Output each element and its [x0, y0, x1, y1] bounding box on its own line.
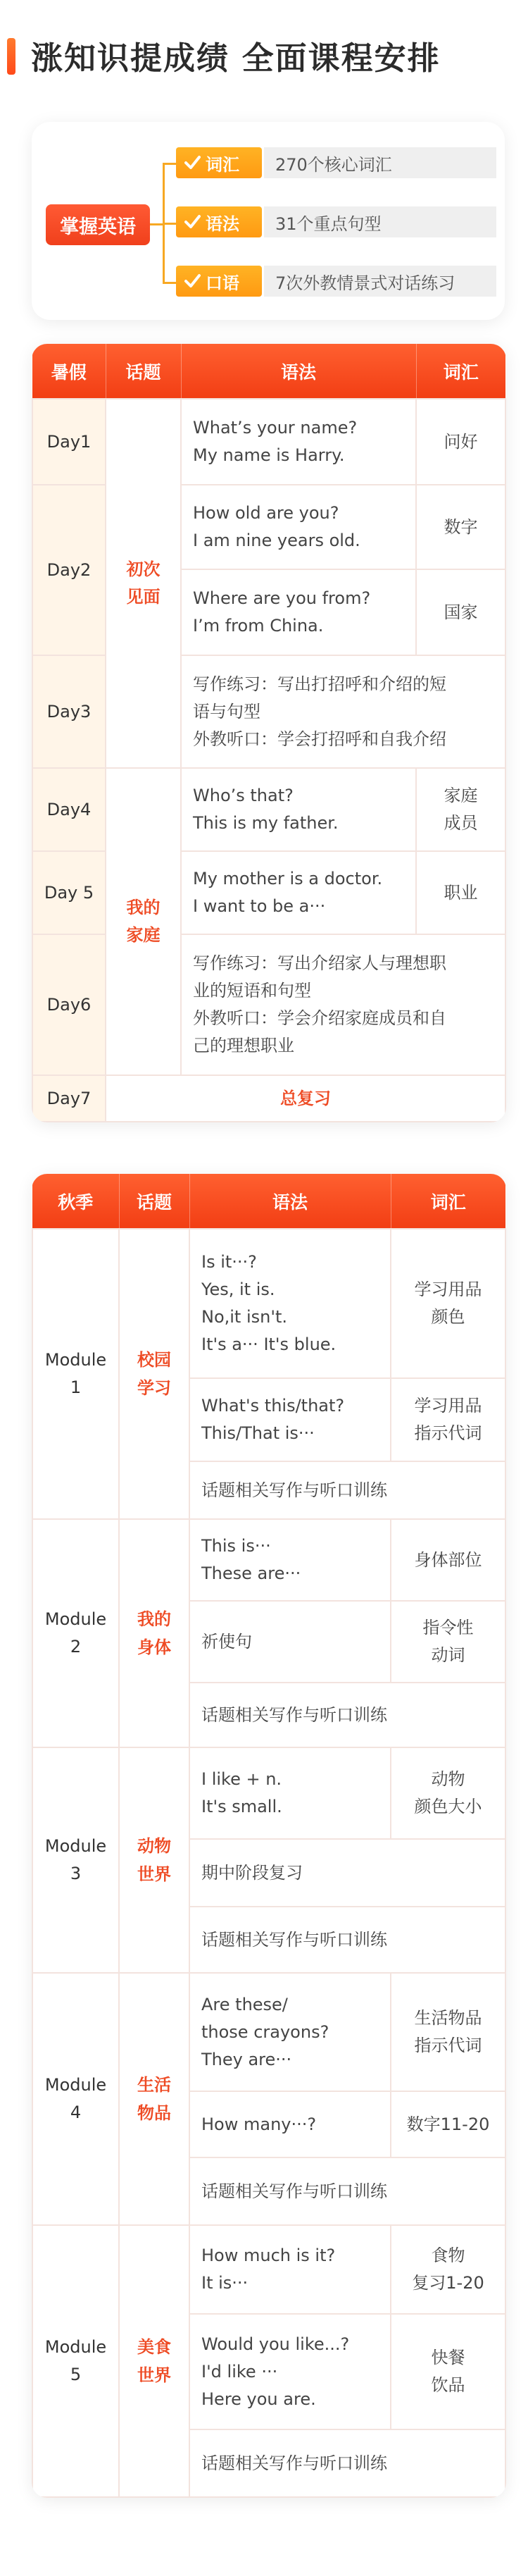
vocab-tag-label: 词汇 — [206, 154, 239, 175]
table-row — [32, 851, 505, 934]
module-cell: Module 4 — [32, 1973, 119, 2225]
master-english-badge: 掌握英语 — [46, 204, 150, 245]
autumn-schedule-table — [32, 1174, 506, 2498]
module-cell: Module 3 — [32, 1747, 119, 1973]
topic-cell: 美食 世界 — [119, 2225, 189, 2497]
topic-cell: 动物 世界 — [119, 1747, 189, 1973]
header-cell: 话题 — [119, 1174, 189, 1229]
grammar-cell: 话题相关写作与听口训练 — [189, 1907, 505, 1973]
header-cell: 词汇 — [391, 1174, 505, 1229]
grammar-cell: What's this/that? This/That is··· — [189, 1378, 391, 1461]
vocab-cell: 快餐 饮品 — [391, 2314, 505, 2429]
grammar-cell: Would you like...? I'd like ··· Here you are. — [189, 2314, 391, 2429]
grammar-cell: My mother is a doctor. I want to be a··· — [181, 851, 416, 934]
vocab-tag — [176, 147, 262, 178]
grammar-cell: How much is it? It is··· — [189, 2225, 391, 2314]
grammar-cell: 祈使句 — [189, 1601, 391, 1683]
check-icon — [183, 272, 201, 290]
grammar-desc: 31个重点句型 — [264, 206, 496, 237]
table-row — [32, 1973, 505, 2091]
table-row — [32, 655, 505, 768]
vocab-cell: 动物 颜色大小 — [391, 1747, 505, 1839]
table-row — [32, 1075, 505, 1122]
grammar-tag-label: 语法 — [206, 213, 239, 234]
grammar-tag — [176, 206, 262, 237]
vocab-cell: 数字 — [416, 485, 505, 569]
vocab-cell: 职业 — [416, 851, 505, 934]
master-english-card — [32, 122, 505, 320]
grammar-cell: 话题相关写作与听口训练 — [189, 2429, 505, 2497]
vocab-cell: 身体部位 — [391, 1519, 505, 1601]
vocab-cell: 生活物品 指示代词 — [391, 1973, 505, 2091]
topic-cell: 生活 物品 — [119, 1973, 189, 2225]
summer-schedule-table — [32, 344, 506, 1122]
header-cell: 语法 — [189, 1174, 391, 1229]
speaking-tag — [176, 266, 262, 297]
topic-cell: 我的 家庭 — [106, 768, 181, 1075]
day-cell: Day6 — [32, 934, 106, 1075]
module-cell: Module 1 — [32, 1229, 119, 1519]
check-icon — [183, 213, 201, 231]
vocab-cell: 指令性 动词 — [391, 1601, 505, 1683]
grammar-cell: What’s your name? My name is Harry. — [181, 399, 416, 485]
table-row — [32, 1229, 505, 1378]
table-row — [32, 2225, 505, 2314]
table-row — [32, 485, 505, 569]
vocab-cell: 数字11-20 — [391, 2091, 505, 2157]
grammar-cell: 话题相关写作与听口训练 — [189, 1461, 505, 1519]
page-title: 涨知识提成绩 全面课程安排 — [31, 39, 441, 77]
grammar-cell: Who’s that? This is my father. — [181, 768, 416, 851]
day-cell: Day3 — [32, 655, 106, 768]
title-accent-bar — [7, 38, 15, 75]
table-row — [32, 399, 505, 485]
header-cell: 词汇 — [416, 344, 505, 399]
table-row — [32, 1747, 505, 1839]
grammar-cell: Is it···? Yes, it is. No,it isn't. It's a··· It's blue. — [189, 1229, 391, 1378]
table-row — [32, 768, 505, 851]
day-cell: Day 5 — [32, 851, 106, 934]
vocab-cell: 家庭 成员 — [416, 768, 505, 851]
header-cell: 语法 — [181, 344, 416, 399]
grammar-cell: How old are you? I am nine years old. — [181, 485, 416, 569]
vocab-cell: 问好 — [416, 399, 505, 485]
speaking-tag-label: 口语 — [206, 273, 239, 293]
vocab-cell: 学习用品 指示代词 — [391, 1378, 505, 1461]
vocab-cell: 学习用品 颜色 — [391, 1229, 505, 1378]
table-header-row — [32, 1174, 505, 1229]
review-cell: 总复习 — [106, 1075, 505, 1122]
topic-cell: 我的 身体 — [119, 1519, 189, 1747]
grammar-cell: This is··· These are··· — [189, 1519, 391, 1601]
grammar-cell: 话题相关写作与听口训练 — [189, 2157, 505, 2225]
topic-cell: 校园 学习 — [119, 1229, 189, 1519]
check-icon — [183, 154, 201, 172]
speaking-desc: 7次外教情景式对话练习 — [264, 266, 496, 297]
vocab-cell: 食物 复习1-20 — [391, 2225, 505, 2314]
grammar-cell: I like + n. It's small. — [189, 1747, 391, 1839]
module-cell: Module 2 — [32, 1519, 119, 1747]
day-cell: Day7 — [32, 1075, 106, 1122]
grammar-cell: 话题相关写作与听口训练 — [189, 1683, 505, 1747]
module-cell: Module 5 — [32, 2225, 119, 2497]
header-cell: 秋季 — [32, 1174, 119, 1229]
vocab-cell: 国家 — [416, 569, 505, 655]
topic-cell: 初次 见面 — [106, 399, 181, 768]
day-cell: Day1 — [32, 399, 106, 485]
bracket-connector — [150, 163, 178, 284]
grammar-cell: How many···? — [189, 2091, 391, 2157]
grammar-cell: Where are you from? I’m from China. — [181, 569, 416, 655]
grammar-cell: 写作练习：写出介绍家人与理想职 业的短语和句型 外教听口：学会介绍家庭成员和自 己的理想职业 — [181, 934, 505, 1075]
day-cell: Day4 — [32, 768, 106, 851]
header-cell: 话题 — [106, 344, 181, 399]
table-row — [32, 934, 505, 1075]
header-cell: 暑假 — [32, 344, 106, 399]
vocab-desc: 270个核心词汇 — [264, 147, 496, 178]
grammar-cell: 期中阶段复习 — [189, 1839, 505, 1907]
grammar-cell: Are these/ those crayons? They are··· — [189, 1973, 391, 2091]
grammar-cell: 写作练习：写出打招呼和介绍的短 语与句型 外教听口：学会打招呼和自我介绍 — [181, 655, 505, 768]
table-row — [32, 1519, 505, 1601]
day-cell: Day2 — [32, 485, 106, 655]
table-header-row — [32, 344, 505, 399]
